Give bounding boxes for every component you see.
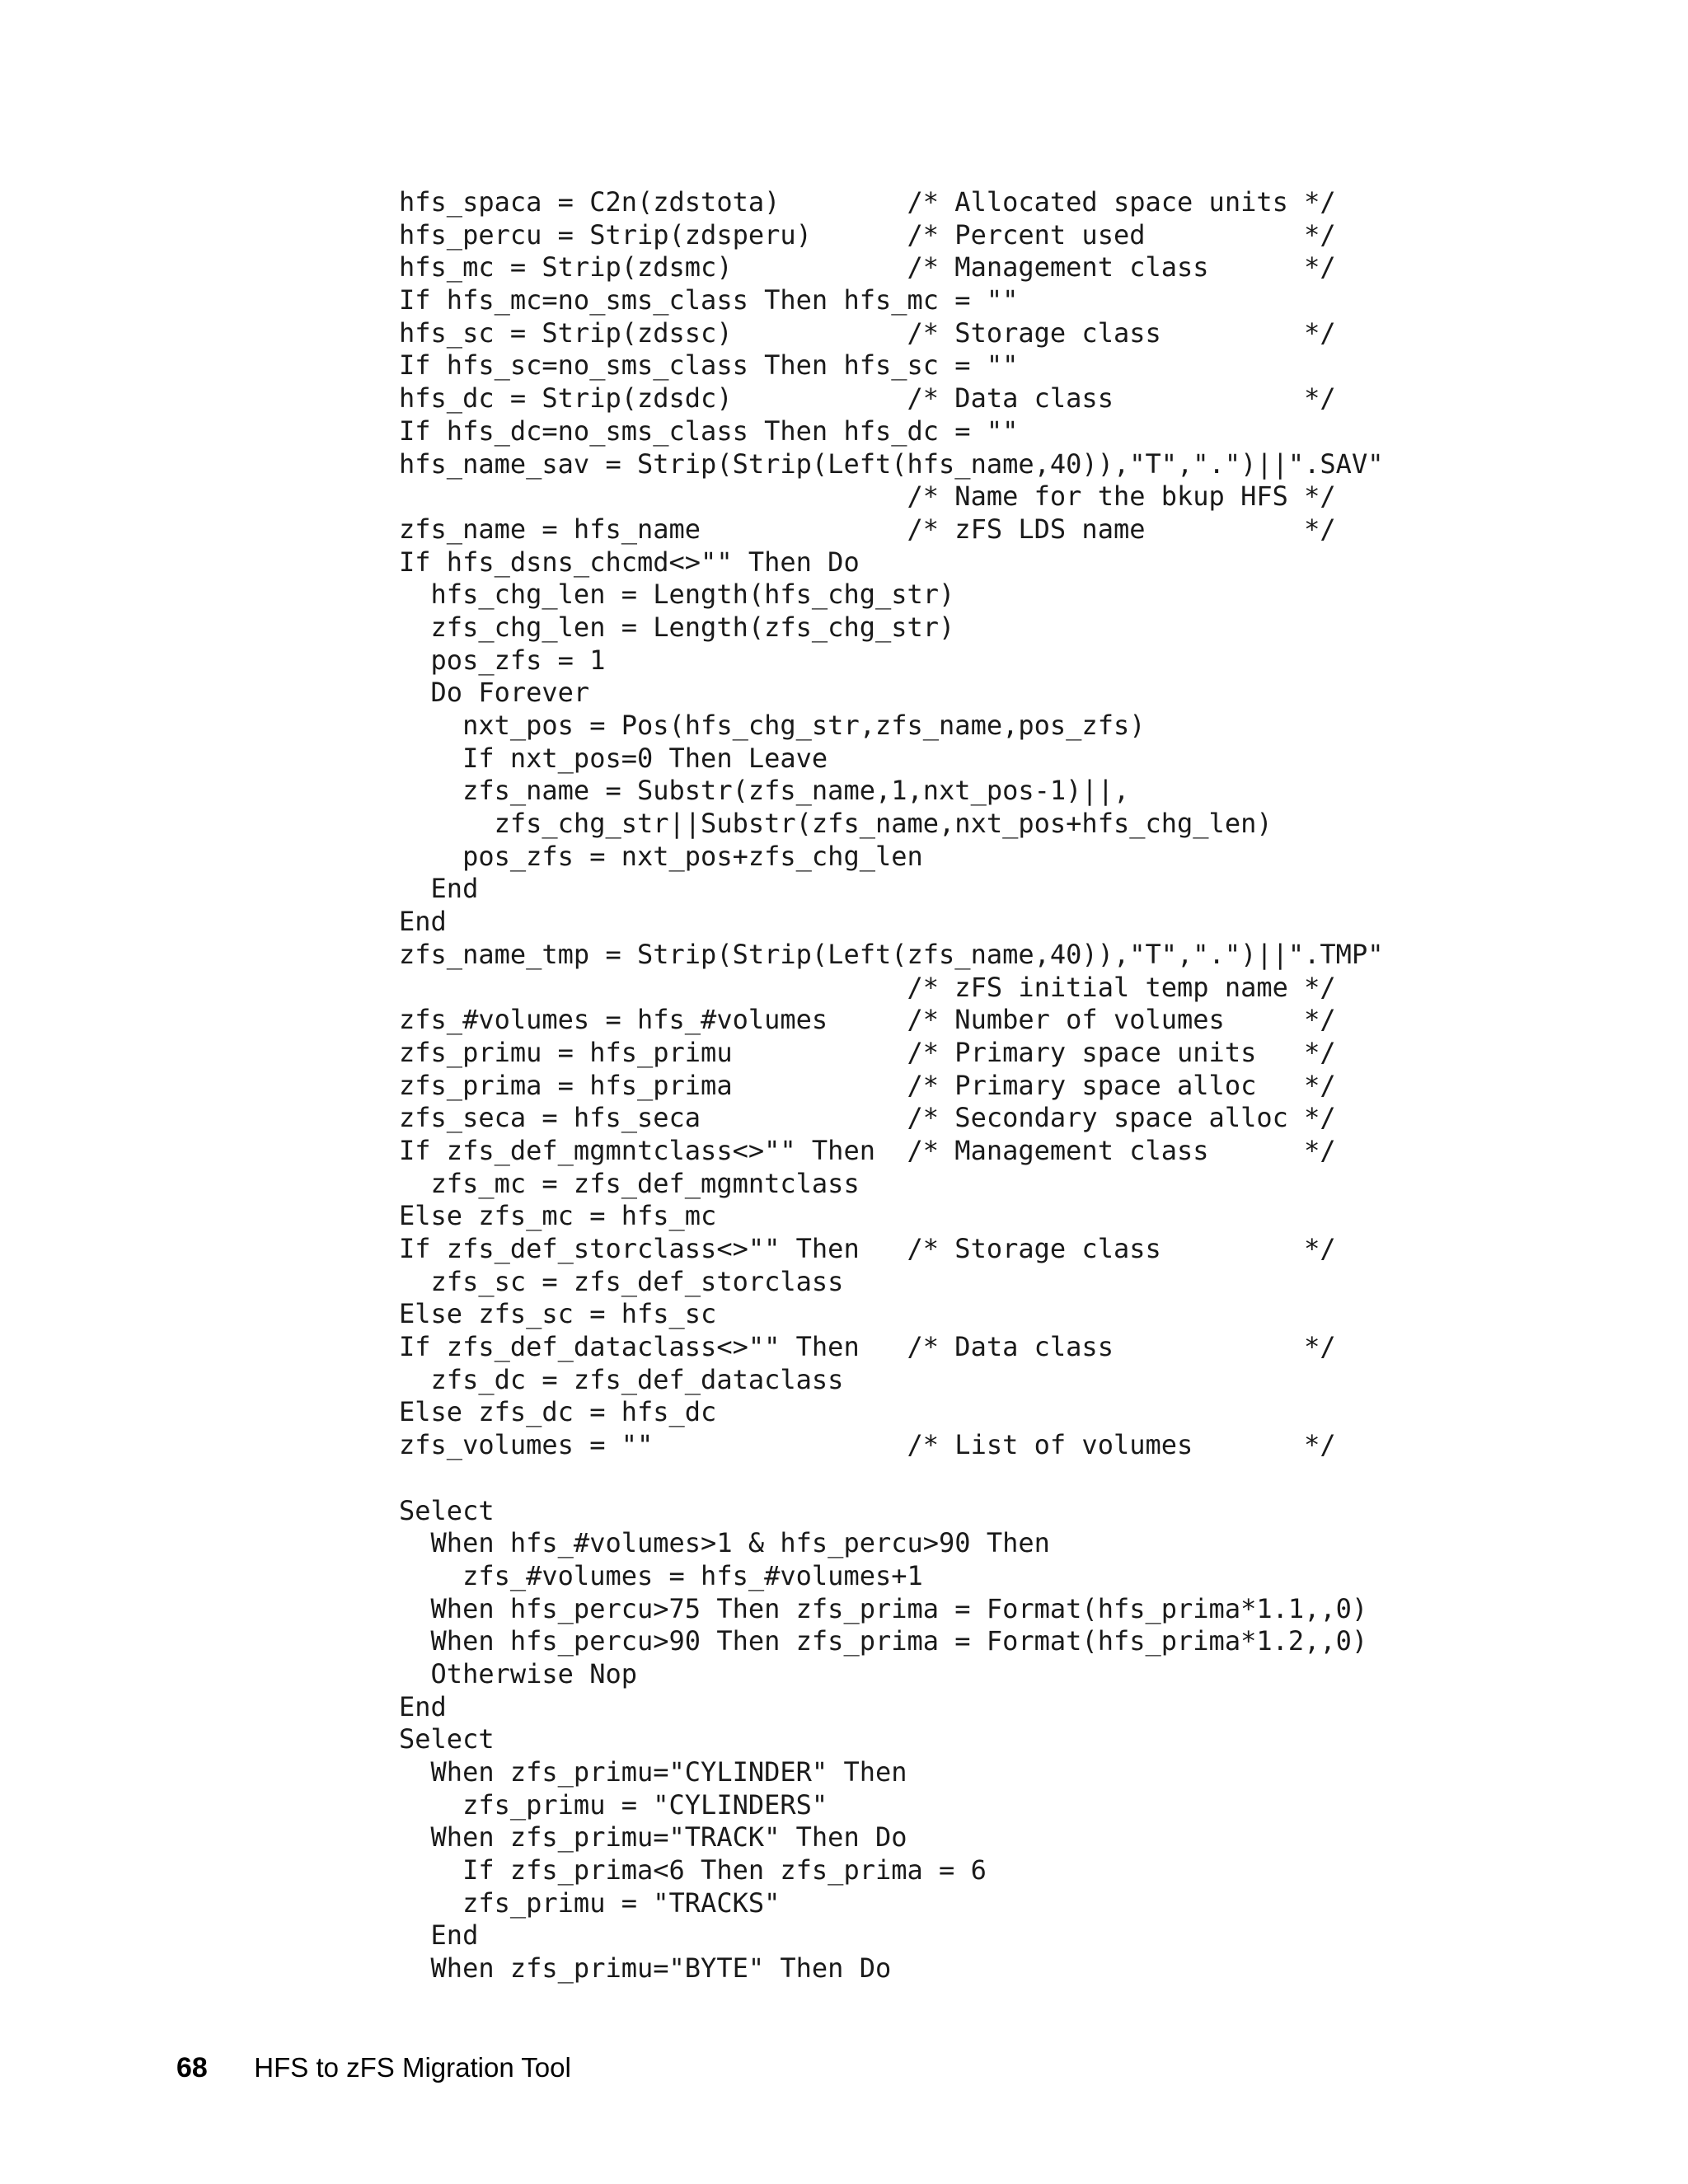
book-title: HFS to zFS Migration Tool	[254, 2052, 571, 2083]
code-line: zfs_name = Substr(zfs_name,1,nxt_pos-1)||,	[399, 775, 1130, 807]
code-line: If hfs_sc=no_sms_class Then hfs_sc = ""	[399, 349, 1019, 382]
code-line: When hfs_percu>75 Then zfs_prima = Format(hfs_prima*1.1,,0)	[399, 1592, 1368, 1624]
code-line: If hfs_dc=no_sms_class Then hfs_dc = ""	[399, 415, 1019, 447]
page-footer	[176, 2052, 571, 2084]
code-line	[399, 1462, 1553, 1495]
page-number: 68	[176, 2052, 208, 2083]
code-line: zfs_dc = zfs_def_dataclass	[399, 1363, 844, 1395]
code-line: Else zfs_sc = hfs_sc	[399, 1298, 717, 1330]
code-line: Do Forever	[399, 677, 590, 709]
code-line: If hfs_mc=no_sms_class Then hfs_mc = ""	[399, 284, 1019, 316]
code-line: pos_zfs = 1	[399, 644, 606, 676]
code-line: hfs_mc = Strip(zdsmc) /* Management class */	[399, 251, 1336, 284]
code-line: If zfs_prima<6 Then zfs_prima = 6	[399, 1854, 987, 1886]
code-line: hfs_name_sav = Strip(Strip(Left(hfs_name,40)),"T",".")||".SAV"	[399, 448, 1384, 480]
code-listing	[399, 186, 1553, 1985]
code-line: pos_zfs = nxt_pos+zfs_chg_len	[399, 840, 923, 872]
code-line: zfs_primu = "CYLINDERS"	[399, 1788, 828, 1821]
code-line: hfs_dc = Strip(zdsdc) /* Data class */	[399, 382, 1336, 415]
code-line: Select	[399, 1494, 495, 1526]
code-line: hfs_percu = Strip(zdsperu) /* Percent used */	[399, 218, 1336, 251]
code-line: zfs_#volumes = hfs_#volumes /* Number of volumes */	[399, 1004, 1336, 1036]
code-line: hfs_chg_len = Length(hfs_chg_str)	[399, 579, 955, 611]
code-line: zfs_name_tmp = Strip(Strip(Left(zfs_name,40)),"T",".")||".TMP"	[399, 938, 1384, 970]
code-line: If nxt_pos=0 Then Leave	[399, 742, 828, 774]
code-line: Otherwise Nop	[399, 1657, 637, 1690]
code-line: /* Name for the bkup HFS */	[399, 480, 1336, 513]
code-line: When hfs_percu>90 Then zfs_prima = Format(hfs_prima*1.2,,0)	[399, 1625, 1368, 1657]
code-line: When zfs_primu="TRACK" Then Do	[399, 1821, 907, 1854]
code-line: zfs_seca = hfs_seca /* Secondary space alloc */	[399, 1102, 1336, 1134]
code-line: If hfs_dsns_chcmd<>"" Then Do	[399, 546, 860, 578]
code-line: zfs_primu = "TRACKS"	[399, 1886, 781, 1919]
code-line: If zfs_def_mgmntclass<>"" Then /* Management class */	[399, 1134, 1336, 1166]
code-line: End	[399, 906, 447, 938]
code-line: zfs_volumes = "" /* List of volumes */	[399, 1429, 1336, 1461]
code-line: hfs_sc = Strip(zdssc) /* Storage class */	[399, 316, 1336, 349]
code-line: zfs_prima = hfs_prima /* Primary space alloc */	[399, 1069, 1336, 1101]
code-line: End	[399, 873, 479, 905]
code-line: zfs_name = hfs_name /* zFS LDS name */	[399, 513, 1336, 545]
code-line: If zfs_def_dataclass<>"" Then /* Data class */	[399, 1331, 1336, 1363]
code-line: End	[399, 1690, 447, 1722]
code-line: Else zfs_dc = hfs_dc	[399, 1396, 717, 1428]
code-line: zfs_chg_len = Length(zfs_chg_str)	[399, 611, 955, 643]
code-line: zfs_sc = zfs_def_storclass	[399, 1265, 844, 1297]
code-line: Else zfs_mc = hfs_mc	[399, 1200, 717, 1232]
code-line: zfs_#volumes = hfs_#volumes+1	[399, 1559, 923, 1591]
code-line: zfs_primu = hfs_primu /* Primary space units */	[399, 1036, 1336, 1068]
code-line: If zfs_def_storclass<>"" Then /* Storage class */	[399, 1233, 1336, 1264]
code-line: zfs_chg_str||Substr(zfs_name,nxt_pos+hfs_chg_len)	[399, 808, 1273, 840]
code-line: nxt_pos = Pos(hfs_chg_str,zfs_name,pos_zfs)	[399, 710, 1146, 741]
code-line: /* zFS initial temp name */	[399, 971, 1336, 1003]
code-line: When hfs_#volumes>1 & hfs_percu>90 Then	[399, 1527, 1050, 1559]
code-line: When zfs_primu="CYLINDER" Then	[399, 1756, 907, 1788]
code-line: End	[399, 1919, 479, 1952]
code-line: hfs_spaca = C2n(zdstota) /* Allocated space units */	[399, 186, 1336, 218]
code-line: When zfs_primu="BYTE" Then Do	[399, 1952, 892, 1985]
code-line: Select	[399, 1723, 495, 1755]
code-line: zfs_mc = zfs_def_mgmntclass	[399, 1167, 860, 1199]
